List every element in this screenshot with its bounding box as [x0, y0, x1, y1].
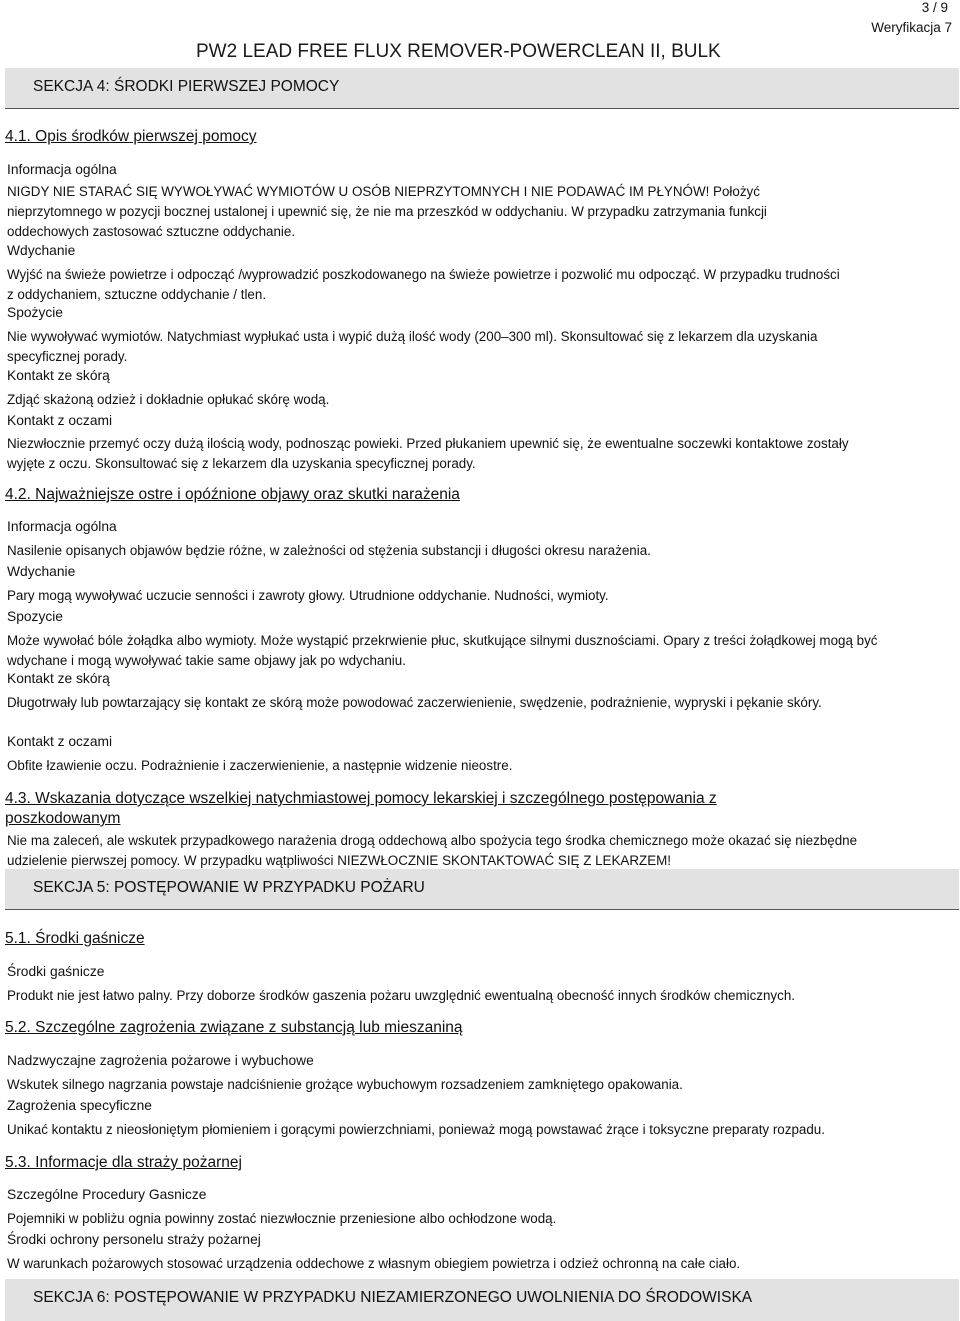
page-number: 3 / 9 — [921, 0, 948, 15]
eye-contact-text: Niezwłocznie przemyć oczy dużą ilością wody, podnosząc powieki. Przed płukaniem upewnić się, że ewentualne soczewki kontaktowe zostały wyjęte z oczu. Skonsultować się z lekarzem dla uzyskania specyficznej porady. — [7, 436, 849, 471]
eye-contact-2-text: Obfite łzawienie oczu. Podrażnienie i zaczerwienienie, a następnie widzenie nieostre. — [7, 758, 513, 773]
skin-contact-2-text: Długotrwały lub powtarzający się kontakt ze skórą może powodować zaczerwienienie, swędzenie, podrażnienie, wypryski i pękanie skóry. — [7, 695, 822, 710]
revision-number: Weryfikacja 7 — [871, 20, 952, 35]
ingestion-text: Nie wywoływać wymiotów. Natychmiast wypłukać usta i wypić dużą ilość wody (200–300 ml). Skonsultować się z lekarzem dla uzyskania specyficznej porady. — [7, 329, 818, 364]
subsection-4-3-text: Nie ma zaleceń, ale wskutek przypadkowego narażenia drogą oddechową albo spożycia tego środka chemicznego może okazać się niezbędne udzielenie pierwszej pomocy. W przypadku wątpliwości NIEZWŁOCZNIE SKONTAKTOWAĆ SIĘ Z LEKARZEM! — [7, 833, 858, 868]
inhalation-text: Wyjść na świeże powietrze i odpocząć /wyprowadzić poszkodowanego na świeże powietrze i pozwolić mu odpocząć. W przypadku trudności z oddychaniem, sztuczne oddychanie / tlen. — [7, 267, 840, 302]
firefighter-protection-text: W warunkach pożarowych stosować urządzenia oddechowe z własnym obiegiem powietrza i odzież ochronną na całe ciało. — [7, 1256, 741, 1271]
subsection-4-2-title: 4.2. Najważniejsze ostre i opóźnione objawy oraz skutki narażenia — [5, 486, 460, 503]
section-5-header — [5, 869, 959, 910]
subsection-4-1-title: 4.1. Opis środków pierwszej pomocy — [5, 128, 257, 145]
firefighting-procedures-text: Pojemniki w pobliżu ognia powinny zostać niezwłocznie przeniesione albo ochłodzone wodą. — [7, 1211, 557, 1226]
ingestion-heading: Spożycie — [7, 305, 63, 320]
extinguishing-media-text: Produkt nie jest łatwo palny. Przy doborze środków gaszenia pożaru uwzględnić ewentualną obecność innych środków chemicznych. — [7, 988, 795, 1003]
general-info-2-heading: Informacja ogólna — [7, 519, 117, 534]
eye-contact-2-heading: Kontakt z oczami — [7, 734, 113, 749]
subsection-5-3-title: 5.3. Informacje dla straży pożarnej — [5, 1154, 242, 1171]
subsection-5-2-title: 5.2. Szczególne zagrożenia związane z substancją lub mieszaniną — [5, 1019, 463, 1036]
fire-explosion-hazards-heading: Nadzwyczajne zagrożenia pożarowe i wybuchowe — [7, 1053, 314, 1068]
specific-hazards-text: Unikać kontaktu z nieosłoniętym płomieniem i gorącymi powierzchniami, ponieważ mogą powstawać żrące i toksyczne preparaty rozpadu. — [7, 1122, 825, 1137]
inhalation-2-text: Pary mogą wywoływać uczucie senności i zawroty głowy. Utrudnione oddychanie. Nudności, wymioty. — [7, 588, 609, 603]
section-5-title: SEKCJA 5: POSTĘPOWANIE W PRZYPADKU POŻARU — [33, 879, 425, 896]
fire-explosion-hazards-text: Wskutek silnego nagrzania powstaje nadciśnienie grożące wybuchowym rozsadzeniem zamkniętego opakowania. — [7, 1077, 683, 1092]
ingestion-2-heading: Spozycie — [7, 609, 63, 624]
firefighting-procedures-heading: Szczególne Procedury Gasnicze — [7, 1187, 207, 1202]
section-4-title: SEKCJA 4: ŚRODKI PIERWSZEJ POMOCY — [33, 78, 340, 95]
subsection-4-3-title-line2: poszkodowanym — [5, 810, 121, 827]
specific-hazards-heading: Zagrożenia specyficzne — [7, 1098, 152, 1113]
inhalation-2-heading: Wdychanie — [7, 564, 76, 579]
extinguishing-media-heading: Środki gaśnicze — [7, 964, 105, 979]
general-info-text: NIGDY NIE STARAĆ SIĘ WYWOŁYWAĆ WYMIOTÓW U OSÓB NIEPRZYTOMNYCH I NIE PODAWAĆ IM PŁYNÓW! Położyć nieprzytomnego w pozycji bocznej ustalonej i upewnić się, że nie ma przeszkód w oddychaniu. W przypadku zatrzymania funkcji oddechowych zastosować sztuczne oddychanie. — [7, 184, 767, 239]
inhalation-heading: Wdychanie — [7, 243, 76, 258]
skin-contact-heading: Kontakt ze skórą — [7, 368, 110, 383]
section-4-header — [5, 68, 959, 109]
ingestion-2-text: Może wywołać bóle żołądka albo wymioty. Może wystąpić przekrwienie płuc, skutkujące silnymi dusznościami. Opary z treści żołądkowej mogą być wdychane i mogą wywoływać takie same objawy jak po wdychaniu. — [7, 633, 878, 668]
skin-contact-text: Zdjąć skażoną odzież i dokładnie opłukać skórę wodą. — [7, 392, 330, 407]
section-6-title: SEKCJA 6: POSTĘPOWANIE W PRZYPADKU NIEZAMIERZONEGO UWOLNIENIA DO ŚRODOWISKA — [33, 1289, 753, 1306]
subsection-4-3-title-line1: 4.3. Wskazania dotyczące wszelkiej natychmiastowej pomocy lekarskiej i szczególnego postępowania z — [5, 790, 717, 807]
eye-contact-heading: Kontakt z oczami — [7, 413, 113, 428]
section-6-header — [5, 1279, 959, 1321]
firefighter-protection-heading: Środki ochrony personelu straży pożarnej — [7, 1232, 261, 1247]
general-info-heading: Informacja ogólna — [7, 162, 117, 177]
general-info-2-text: Nasilenie opisanych objawów będzie różne, w zależności od stężenia substancji i długości okresu narażenia. — [7, 543, 651, 558]
subsection-5-1-title: 5.1. Środki gaśnicze — [5, 930, 145, 947]
document-title: PW2 LEAD FREE FLUX REMOVER-POWERCLEAN II, BULK — [196, 41, 721, 62]
skin-contact-2-heading: Kontakt ze skórą — [7, 671, 110, 686]
